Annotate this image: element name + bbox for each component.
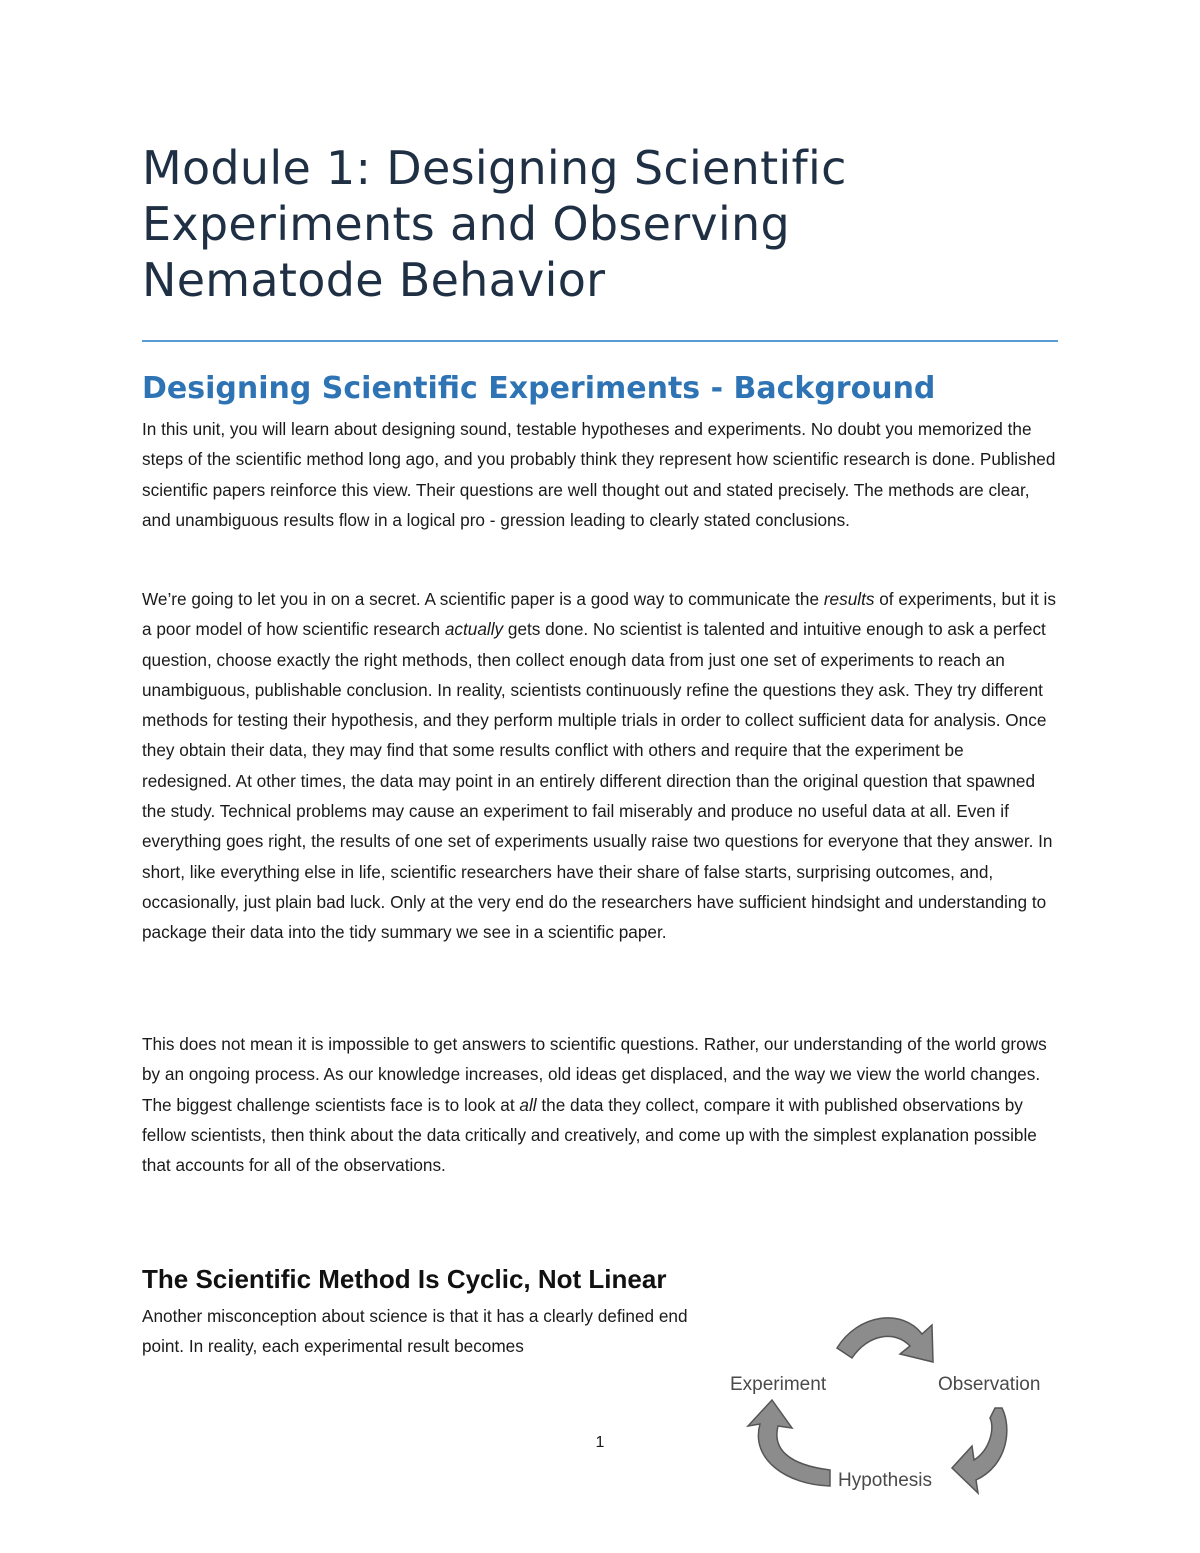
paragraph-4: Another misconception about science is that it has a clearly defined end point. In reality, each experimental result becomes [142,1306,688,1357]
paragraph-2-emphasis-actually: actually [444,619,504,640]
paragraph-1: In this unit, you will learn about designing sound, testable hypotheses and experiments. No doubt you memorized the steps of the scientific method long ago, and you probably think they represent how scientific research is done. Published scientific papers reinforce this view. Their questions are well thought out and stated precisely. The methods are clear, and unambiguous results flow in a logical pro - gression leading to clearly stated conclusions. [142,419,1056,530]
page-number: 1 [595,1434,605,1451]
cycle-arrow-right [952,1408,1007,1493]
paragraph-3 [142,1029,1058,1180]
paragraph-2-text-b: of experiments, but it is a poor model of how scientific research [142,589,1056,640]
paragraph-2 [142,584,1058,948]
paragraph-3-emphasis-all: all [519,1094,537,1115]
title-line-1: Module 1: Designing Scientific [142,141,847,195]
scientific-method-cycle-diagram [720,1300,1060,1500]
diagram-label-experiment: Experiment [730,1374,827,1395]
title-divider [142,340,1058,342]
cycle-arrow-top [837,1318,933,1362]
paragraph-2-emphasis-results: results [823,589,875,609]
diagram-label-observation: Observation [938,1374,1041,1395]
cycle-arrow-left [748,1400,830,1486]
paragraph-2-text-c: gets done. No scientist is talented and intuitive enough to ask a perfect question, choose exactly the right methods, then collect enough data from just one set of experiments to reach an unambiguous, publishable conclusion. In reality, scientists continuously refine the questions they ask. They try different methods for testing their hypothesis, and they perform multiple trials in order to collect sufficient data for analysis. Once they obtain their data, they may find that some results conflict with others and require that the experiment be redesigned. At other times, the data may point in an entirely different direction than the original question that spawned the study. Technical problems may cause an experiment to fail miserably and produce no useful data at all. Even if everything goes right, the results of one set of experiments usually raise two questions for everyone that they answer. In short, like everything else in life, scientific researchers have their share of false starts, surprising outcomes, and, occasionally, just plain bad luck. Only at the very end do the researchers have sufficient hindsight and understanding to package their data into the tidy summary we see in a scientific paper. [142,619,1053,943]
title-line-2: Experiments and Observing [142,197,790,251]
subheading-cyclic-method: The Scientific Method Is Cyclic, Not Linear [142,1264,667,1294]
document-title [142,140,1042,308]
diagram-label-hypothesis: Hypothesis [838,1470,932,1491]
section-heading: Designing Scientific Experiments - Background [142,371,936,406]
paragraph-3-text-b: the data they collect, compare it with published observations by fellow scientists, then think about the data critically and creatively, and come up with the simplest explanation possible that accounts for all of the observations. [142,1094,1037,1176]
paragraph-3-text-a: This does not mean it is impossible to get answers to scientific questions. Rather, our understanding of the world grows by an ongoing process. As our knowledge increases, old ideas get displaced, and the way we view the world changes. The biggest challenge scientists face is to look at [142,1034,1047,1115]
paragraph-2-text-a: We’re going to let you in on a secret. A scientific paper is a good way to communicate the [142,589,824,609]
title-line-3: Nematode Behavior [142,253,606,307]
